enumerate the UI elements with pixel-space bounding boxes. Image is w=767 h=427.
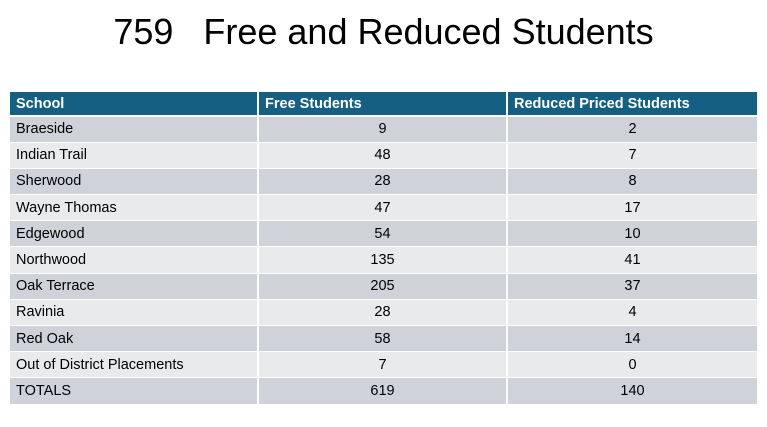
reduced-students-cell: 2 (507, 116, 757, 142)
free-students-cell: 28 (258, 299, 507, 325)
free-students-cell: 7 (258, 352, 507, 378)
totals-label-cell: TOTALS (10, 378, 258, 404)
free-students-cell: 205 (258, 273, 507, 299)
table-row (10, 299, 757, 325)
reduced-students-cell: 37 (507, 273, 757, 299)
free-students-cell: 9 (258, 116, 507, 142)
school-cell: Ravinia (10, 299, 258, 325)
school-cell: Indian Trail (10, 142, 258, 168)
column-header-reduced-priced-students: Reduced Priced Students (507, 92, 757, 116)
table-row (10, 273, 757, 299)
free-students-cell: 58 (258, 326, 507, 352)
school-cell: Wayne Thomas (10, 195, 258, 221)
table-row (10, 221, 757, 247)
free-students-total-cell: 619 (258, 378, 507, 404)
slide-title: 759 Free and Reduced Students (113, 11, 654, 52)
reduced-students-cell: 14 (507, 326, 757, 352)
school-cell: Out of District Placements (10, 352, 258, 378)
table-row (10, 116, 757, 142)
free-reduced-table (10, 92, 757, 405)
reduced-students-cell: 8 (507, 168, 757, 194)
school-cell: Braeside (10, 116, 258, 142)
table-row (10, 142, 757, 168)
free-students-cell: 28 (258, 168, 507, 194)
free-students-cell: 135 (258, 247, 507, 273)
school-cell: Sherwood (10, 168, 258, 194)
free-students-cell: 54 (258, 221, 507, 247)
reduced-students-total-cell: 140 (507, 378, 757, 404)
free-students-cell: 48 (258, 142, 507, 168)
reduced-students-cell: 0 (507, 352, 757, 378)
reduced-students-cell: 7 (507, 142, 757, 168)
reduced-students-cell: 4 (507, 299, 757, 325)
table-row (10, 168, 757, 194)
table-row (10, 352, 757, 378)
totals-row (10, 378, 757, 404)
reduced-students-cell: 41 (507, 247, 757, 273)
table-row (10, 326, 757, 352)
table-row (10, 247, 757, 273)
school-cell: Oak Terrace (10, 273, 258, 299)
reduced-students-cell: 10 (507, 221, 757, 247)
free-students-cell: 47 (258, 195, 507, 221)
school-cell: Edgewood (10, 221, 258, 247)
school-cell: Red Oak (10, 326, 258, 352)
table-header-row (10, 92, 757, 116)
reduced-students-cell: 17 (507, 195, 757, 221)
school-cell: Northwood (10, 247, 258, 273)
column-header-school: School (10, 92, 258, 116)
column-header-free-students: Free Students (258, 92, 507, 116)
table-row (10, 195, 757, 221)
